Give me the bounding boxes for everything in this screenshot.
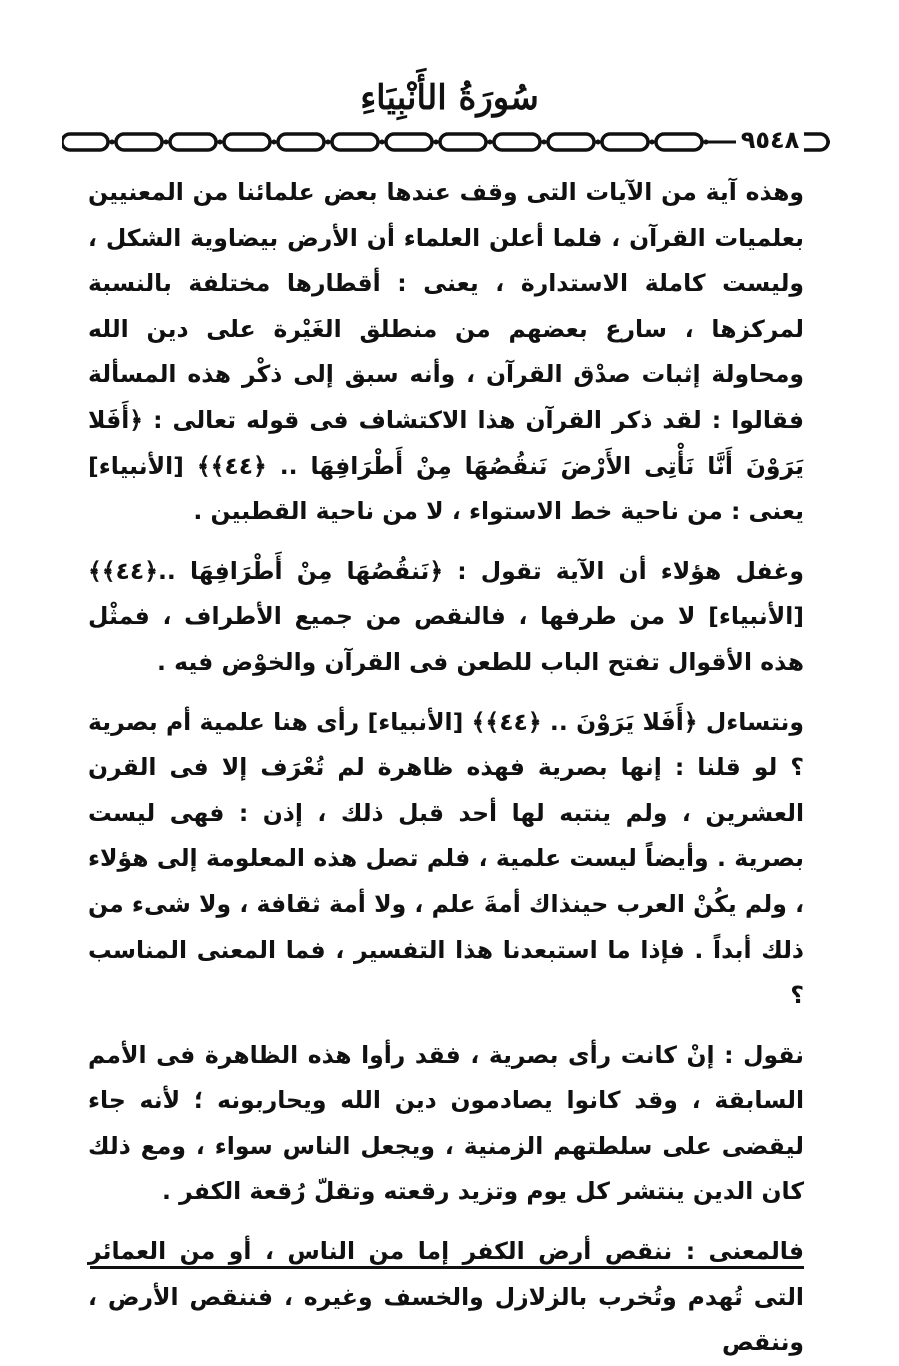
- chain-link: [278, 134, 324, 150]
- page-number: ٩٥٤٨: [736, 122, 804, 158]
- page-body: [88, 170, 804, 1366]
- chain-dot: [488, 140, 493, 145]
- chain-link: [548, 134, 594, 150]
- chain-link: [62, 134, 108, 150]
- chain-dot: [542, 140, 547, 145]
- chain-dot: [218, 140, 223, 145]
- paragraph: فالمعنى : ننقص أرض الكفر إما من الناس ، أو من العمائر التى تُهدم وتُخرب بالزلازل والخسف وغيره ، فننقص الأرض ، وننقص: [88, 1237, 804, 1357]
- paragraph: ونتساءل ﴿أَفَلا يَرَوْنَ .. ﴿٤٤﴾﴾ [الأنبياء] رأى هنا علمية أم بصرية ؟ لو قلنا : إنها بصرية فهذه ظاهرة لم تُعْرَف إلا فى القرن العشرين ، ولم ينتبه لها أحد قبل ذلك ، إذن : فهى ليست بصرية . وأيضاً ليست علمية ، فلم تصل هذه المعلومة إلى هؤلاء ، ولم يكُنْ العرب حينذاك أمةَ علم ، ولا أمة ثقافة ، ولا شىء من ذلك أبداً . فإذا ما استبعدنا هذا التفسير ، فما المعنى المناسب ؟: [88, 707, 804, 1010]
- chain-link: [224, 134, 270, 150]
- chain-link: [494, 134, 540, 150]
- chain-dot: [272, 140, 277, 145]
- chain-link: [440, 134, 486, 150]
- chain-link: [332, 134, 378, 150]
- chain-dot: [110, 140, 115, 145]
- chain-dot: [326, 140, 331, 145]
- chain-dot: [650, 140, 655, 145]
- chain-link: [386, 134, 432, 150]
- paragraph: وهذه آية من الآيات التى وقف عندها بعض علمائنا من المعنيين بعلميات القرآن ، فلما أعلن العلماء أن الأرض بيضاوية الشكل ، وليست كاملة الاستدارة ، يعنى : أقطارها مختلفة بالنسبة لمركزها ، سارع بعضهم من منطلق الغَيْرة على دين الله ومحاولة إثبات صدْق القرآن ، وأنه سبق إلى ذكْر هذه المسألة فقالوا : لقد ذكر القرآن هذا الاكتشاف فى قوله تعالى : ﴿أَفَلا يَرَوْنَ أَنَّا نَأْتِى الأَرْضَ نَنقُصُهَا مِنْ أَطْرَافِهَا .. ﴿٤٤﴾﴾ [الأنبياء] يعنى : من ناحية خط الاستواء ، لا من ناحية القطبين .: [88, 178, 804, 526]
- chain-dot: [704, 140, 709, 145]
- page-header: [0, 78, 899, 118]
- surah-title: سُورَةُ الأَنْبِيَاءِ: [360, 78, 539, 118]
- paragraph: نقول : إنْ كانت رأى بصرية ، فقد رأوا هذه الظاهرة فى الأمم السابقة ، وقد كانوا يصادمون دين الله ويحاربونه ؛ لأنه جاء ليقضى على سلطتهم الزمنية ، ويجعل الناس سواء ، ومع ذلك كان الدين ينتشر كل يوم وتزيد رقعته وتقلّ رُقعة الكفر .: [88, 1040, 804, 1206]
- footer-rule: [90, 1266, 804, 1269]
- paragraph: وغفل هؤلاء أن الآية تقول : ﴿نَنقُصُهَا مِنْ أَطْرَافِهَا ..﴿٤٤﴾﴾ [الأنبياء] لا من طرفها ، فالنقص من جميع الأطراف ، فمثْل هذه الأقوال تفتح الباب للطعن فى القرآن والخوْض فيه .: [88, 556, 804, 676]
- chain-link: [602, 134, 648, 150]
- chain-dot: [596, 140, 601, 145]
- chain-link: [170, 134, 216, 150]
- chain-dot: [380, 140, 385, 145]
- ornamental-border: [62, 126, 830, 158]
- chain-link: [116, 134, 162, 150]
- chain-link: [656, 134, 702, 150]
- chain-dot: [164, 140, 169, 145]
- chain-dot: [434, 140, 439, 145]
